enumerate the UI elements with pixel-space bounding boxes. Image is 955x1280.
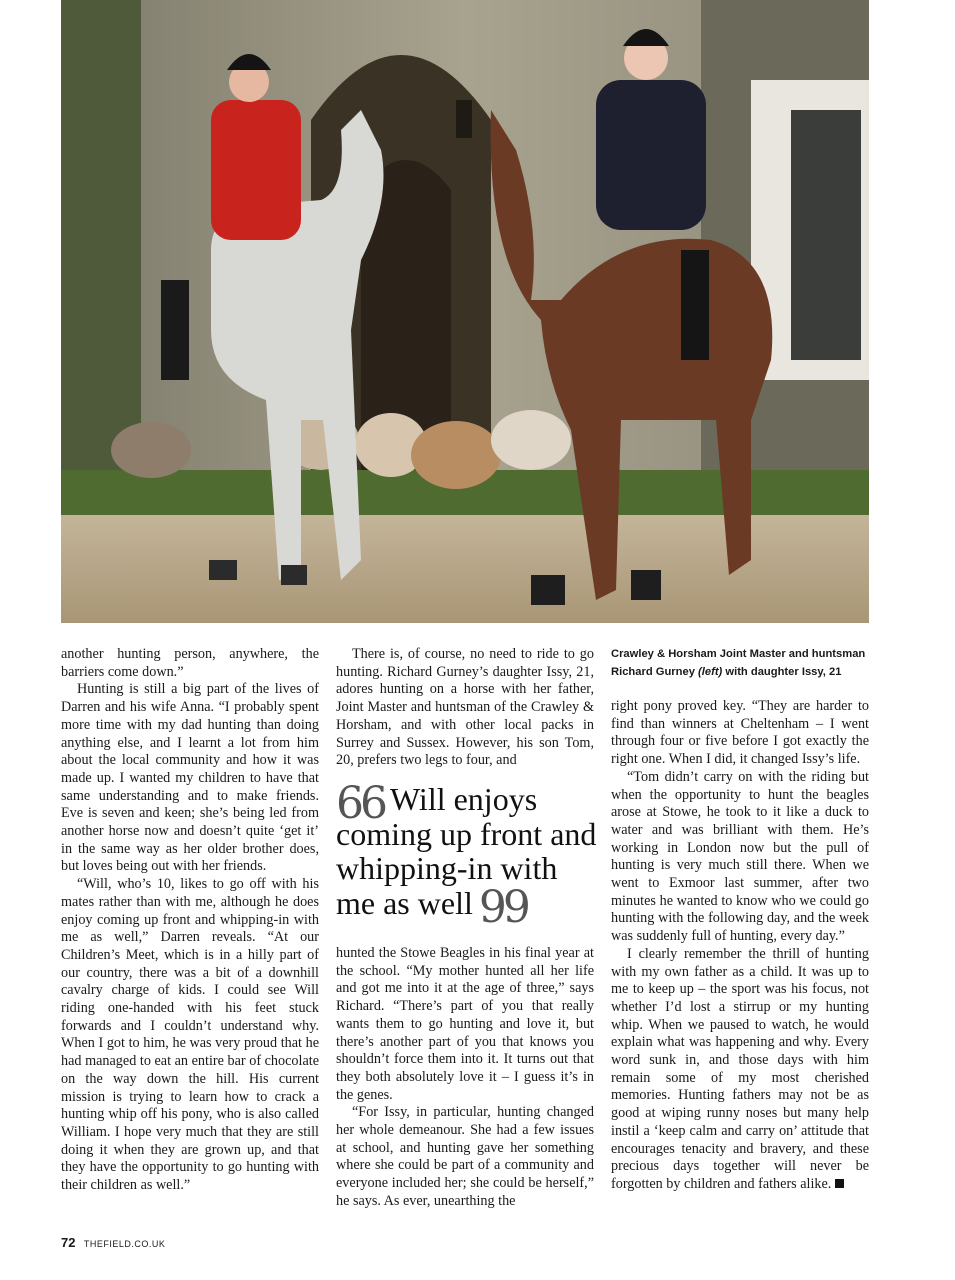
site-url: THEFIELD.CO.UK [83, 1239, 166, 1249]
pull-quote-text: Will enjoys coming up front and whipping-in with me as well [336, 781, 597, 921]
caption-line-1: Crawley & Horsham Joint Master and huntsman [611, 648, 866, 660]
paragraph: “For Issy, in particular, hunting changed her whole demeanour. She had a few issues at school, and hunting gave her something where she could be part of a community and everyone included her; she could be herself,” he says. As ever, unearthing the [336, 1104, 594, 1209]
paragraph: right pony proved key. “They are harder to find than winners at Cheltenham – I went through four or five before I got exactly the right one. When I did, it changed Issy’s life. [611, 698, 869, 768]
lantern [456, 100, 472, 138]
page-number: 72 [61, 1235, 76, 1250]
paragraph: There is, of course, no need to ride to go hunting. Richard Gurney’s daughter Issy, 21, adores hunting on a horse with her father, Joint Master and huntsman of the Crawley & Horsham, and with other local packs in Surrey and Sussex. However, his son Tom, 20, prefers two legs to four, and [336, 646, 594, 769]
photo-caption [611, 646, 869, 681]
paragraph: Hunting is still a big part of the lives of Darren and his wife Anna. “I probably spent more time with my dad hunting than doing anything else, and I learnt a lot from him about the local community and how it was made up. I wanted my children to have that same understanding and to make friends. Eve is seven and keen; she’s being led from another horse now and doesn’t quite ‘get it’ in the same way as her older brother does, but loves being out with her friends. [61, 681, 319, 875]
paragraph: “Will, who’s 10, likes to go off with his mates rather than with me, although he does enjoy coming up front and whipping-in with me as well,” Darren reveals. “At our Children’s Meet, which is in a hilly part of our country, there was a bit of a downhill cavalry charge of kids. I could see Will riding one-handed with his feet stuck forwards and I couldn’t understand why. When I got to him, he was very proud that he had managed to eat an entire bar of chocolate on the way down the hill. His current mission is trying to learn how to crack a hunting whip off his pony, who is also called William. I hope very much that they are still doing it when they are grown up, and that they have the opportunity to go hunting with their children as well.” [61, 876, 319, 1194]
open-quote-mark: 66 [336, 778, 384, 829]
article-column-2-top [336, 646, 594, 770]
page-folio [61, 1234, 165, 1252]
caption-line-2: Richard Gurney (left) with daughter Issy, 21 [611, 665, 842, 678]
article-column-1 [61, 646, 319, 1195]
article-column-3 [611, 698, 869, 1194]
hunt-scene-illustration [61, 0, 869, 623]
window-glass [791, 110, 861, 360]
paragraph: “Tom didn’t carry on with the riding but when the opportunity to hunt the beagles arose at Stowe, he took to it like a duck to water and was brilliant with them. He’s working in London now but the pull of hunting is very much still there. When we went to Exmoor last summer, after two minutes he wanted to know who we could go hunting with the following day, and the week was suddenly full of hunting, every day.” [611, 768, 869, 945]
hero-photo [61, 0, 869, 623]
close-quote-mark: 99 [478, 881, 527, 933]
paragraph: I clearly remember the thrill of hunting with my own father as a child. It was up to me to keep up – the sport was his focus, not whether I’d lost a stirrup or my hunting whip. When we paused to watch, he would explain what was happening and why. Every word sunk in, and those days with him remain some of my most cherished memories. Hunting fathers may not be as good at wiping runny noses but many help instil a ‘keep calm and carry on’ attitude that encourages tenacity and bravery, and these precious days together will never be forgotten by children and fathers alike. [611, 945, 869, 1192]
pull-quote [336, 778, 598, 933]
article-column-2-bottom [336, 945, 594, 1211]
end-mark-icon [835, 1179, 844, 1188]
paragraph: hunted the Stowe Beagles in his final year at the school. “My mother hunted all her life and got me into it at the age of three,” says Richard. “There’s part of you that really wants them to go hunting and love it, but there’s another part of you that knows you shouldn’t force them into it. It turns out that they both absolutely love it – I guess it’s in the genes. [336, 945, 594, 1103]
paragraph: another hunting person, anywhere, the barriers come down.” [61, 646, 319, 680]
